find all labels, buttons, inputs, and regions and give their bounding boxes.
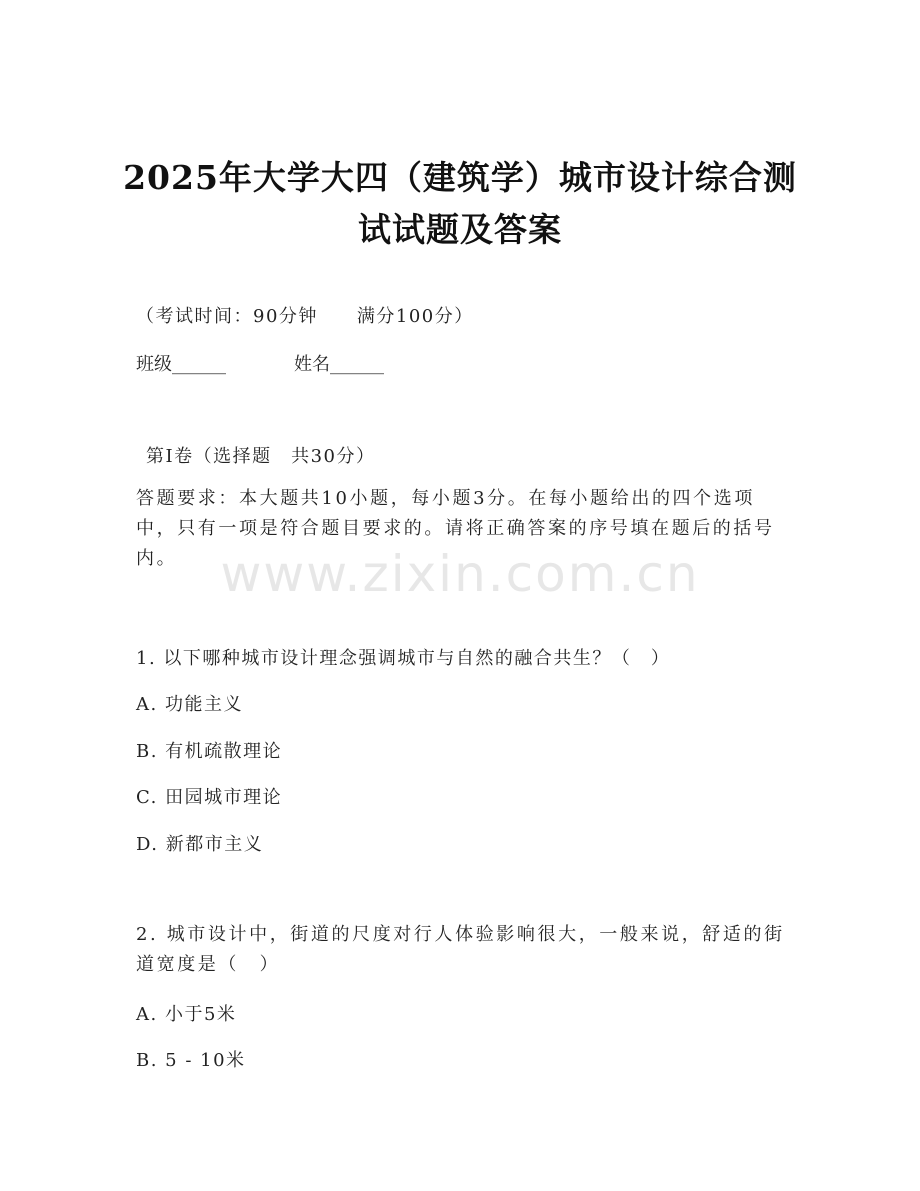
question-2-stem: 2. 城市设计中，街道的尺度对行人体验影响很大，一般来说，舒适的街道宽度是（ ） [136,924,785,975]
watermark: www.zixin.com.cn [220,545,700,603]
exam-info: （考试时间：90分钟 满分100分） [136,306,474,327]
name-field-label: 姓名______ [294,354,384,375]
document-title-line-1: 2025年大学大四（建筑学）城市设计综合测 [123,158,797,197]
section-title: 第I卷（选择题 共30分） [146,446,376,467]
instructions-paragraph: 答题要求：本大题共10小题，每小题3分。在每小题给出的四个选项中，只有一项是符合题目要求的。请将正确答案的序号填在题后的括号内。 [136,488,775,569]
question-1-option-b: B. 有机疏散理论 [136,741,283,762]
question-1-option-d: D. 新都市主义 [136,834,264,855]
document-title-line-2: 试试题及答案 [358,210,562,249]
question-1-option-c: C. 田园城市理论 [136,787,283,808]
question-1-stem: 1. 以下哪种城市设计理念强调城市与自然的融合共生？（ ） [136,648,671,669]
question-2-option-b: B. 5 - 10米 [136,1050,246,1071]
question-2-option-a: A. 小于5米 [136,1004,237,1025]
question-1-option-a: A. 功能主义 [136,694,243,715]
class-field-label: 班级______ [136,354,226,375]
